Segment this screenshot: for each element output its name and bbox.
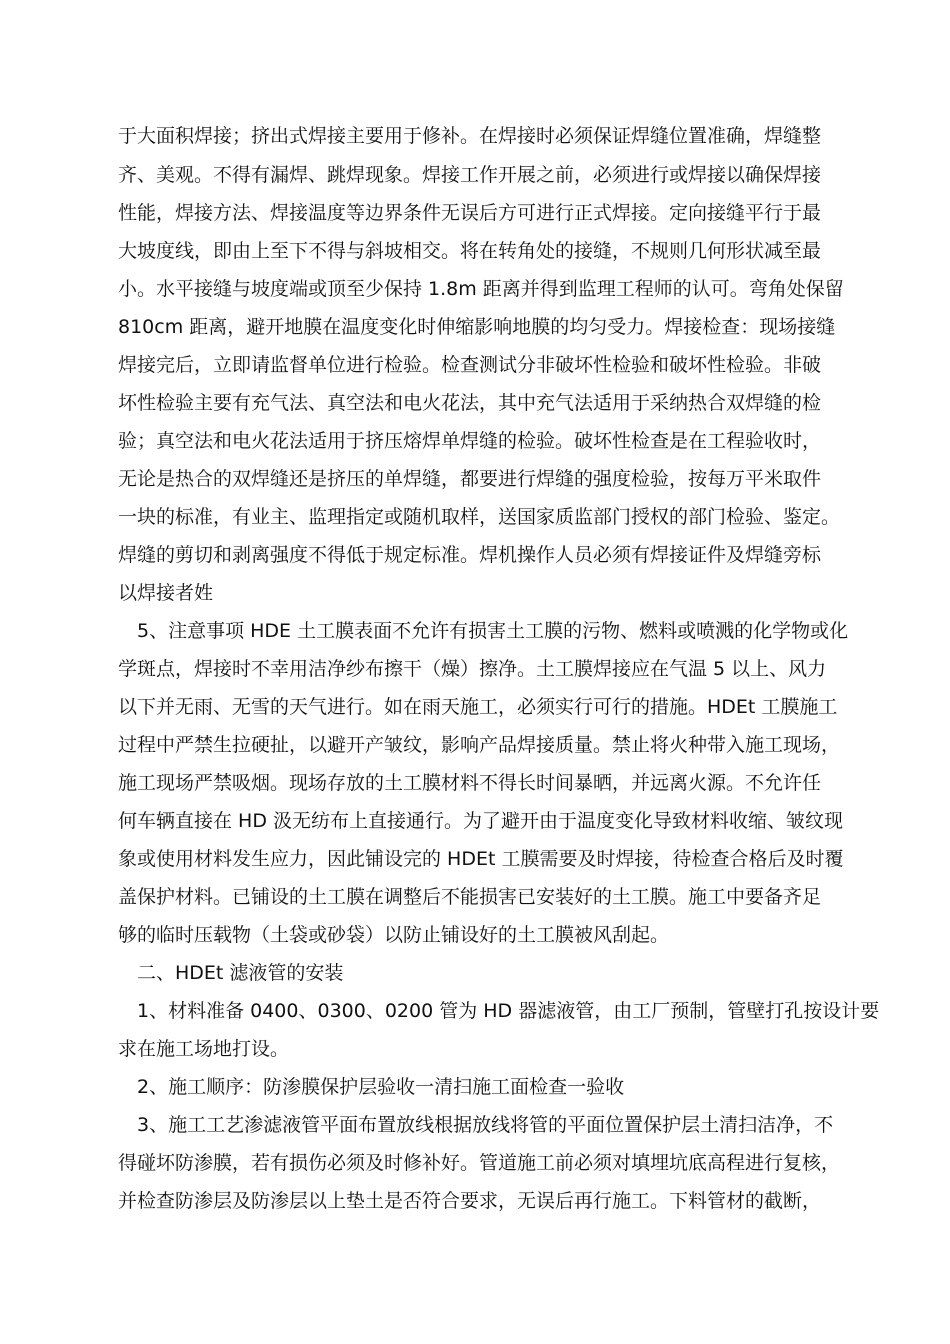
text-line: 性能，焊接方法、焊接温度等边界条件无误后方可进行正式焊接。定向接缝平行于最	[118, 202, 822, 224]
text-line: 小。水平接缝与坡度端或顶至少保持 1.8m 距离并得到监理工程师的认可。弯角处保留	[118, 278, 844, 300]
text-line: 象或使用材料发生应力，因此铺设完的 HDEt 工膜需要及时焊接，待检查合格后及时覆	[118, 848, 844, 870]
text-line: 求在施工场地打设。	[118, 1038, 290, 1060]
text-line: 并检查防渗层及防渗层以上垫土是否符合要求，无误后再行施工。下料管材的截断，	[118, 1190, 822, 1212]
text-line: 焊缝的剪切和剥离强度不得低于规定标准。焊机操作人员必须有焊接证件及焊缝旁标	[118, 544, 822, 566]
text-line: 无论是热合的双焊缝还是挤压的单焊缝，都要进行焊缝的强度检验，按每万平米取件	[118, 468, 822, 490]
text-line: 一块的标准，有业主、监理指定或随机取样，送国家质监部门授权的部门检验、鉴定。	[118, 506, 841, 528]
text-line: 过程中严禁生拉硬扯，以避开产皱纹，影响产品焊接质量。禁止将火种带入施工现场，	[118, 734, 841, 756]
text-line: 于大面积焊接；挤出式焊接主要用于修补。在焊接时必须保证焊缝位置准确，焊缝整	[118, 125, 822, 147]
text-line: 验；真空法和电火花法适用于挤压熔焊单焊缝的检验。破坏性检查是在工程验收时，	[118, 430, 822, 452]
text-line: 大坡度线，即由上至下不得与斜坡相交。将在转角处的接缝，不规则几何形状减至最	[118, 240, 822, 262]
text-line: 3、施工工艺渗滤液管平面布置放线根据放线将管的平面位置保护层土清扫洁净，不	[118, 1114, 834, 1136]
text-line: 以焊接者姓	[118, 582, 214, 604]
text-line: 1、材料准备 0400、0300、0200 管为 HD 器滤液管，由工厂预制，管壁打孔按设计要	[118, 1000, 880, 1022]
text-line: 2、施工顺序：防渗膜保护层验收一清扫施工面检查一验收	[118, 1076, 625, 1098]
text-line: 二、HDEt 滤液管的安装	[118, 962, 344, 984]
text-line: 810cm 距离，避开地膜在温度变化时伸缩影响地膜的均匀受力。焊接检查：现场接缝	[118, 316, 836, 338]
text-line: 学斑点，焊接时不幸用洁净纱布擦干（燥）擦净。土工膜焊接应在气温 5 以上、风力	[118, 658, 827, 680]
text-line: 何车辆直接在 HD 汲无纺布上直接通行。为了避开由于温度变化导致材料收缩、皱纹现	[118, 810, 843, 832]
text-line: 齐、美观。不得有漏焊、跳焊现象。焊接工作开展之前，必须进行或焊接以确保焊接	[118, 164, 822, 186]
text-line: 施工现场严禁吸烟。现场存放的土工膜材料不得长时间暴晒，并远离火源。不允许任	[118, 772, 822, 794]
text-line: 5、注意事项 HDE 土工膜表面不允许有损害土工膜的污物、燃料或喷溅的化学物或化	[118, 620, 849, 642]
text-line: 坏性检验主要有充气法、真空法和电火花法，其中充气法适用于采纳热合双焊缝的检	[118, 392, 822, 414]
text-line: 盖保护材料。已铺设的土工膜在调整后不能损害已安装好的土工膜。施工中要备齐足	[118, 886, 822, 908]
text-line: 以下并无雨、无雪的天气进行。如在雨天施工，必须实行可行的措施。HDEt 工膜施工	[118, 696, 838, 718]
text-line: 焊接完后，立即请监督单位进行检验。检查测试分非破坏性检验和破坏性检验。非破	[118, 354, 822, 376]
text-line: 得碰坏防渗膜，若有损伤必须及时修补好。管道施工前必须对填埋坑底高程进行复核，	[118, 1152, 841, 1174]
text-line: 够的临时压载物（土袋或砂袋）以防止铺设好的土工膜被风刮起。	[118, 924, 670, 946]
